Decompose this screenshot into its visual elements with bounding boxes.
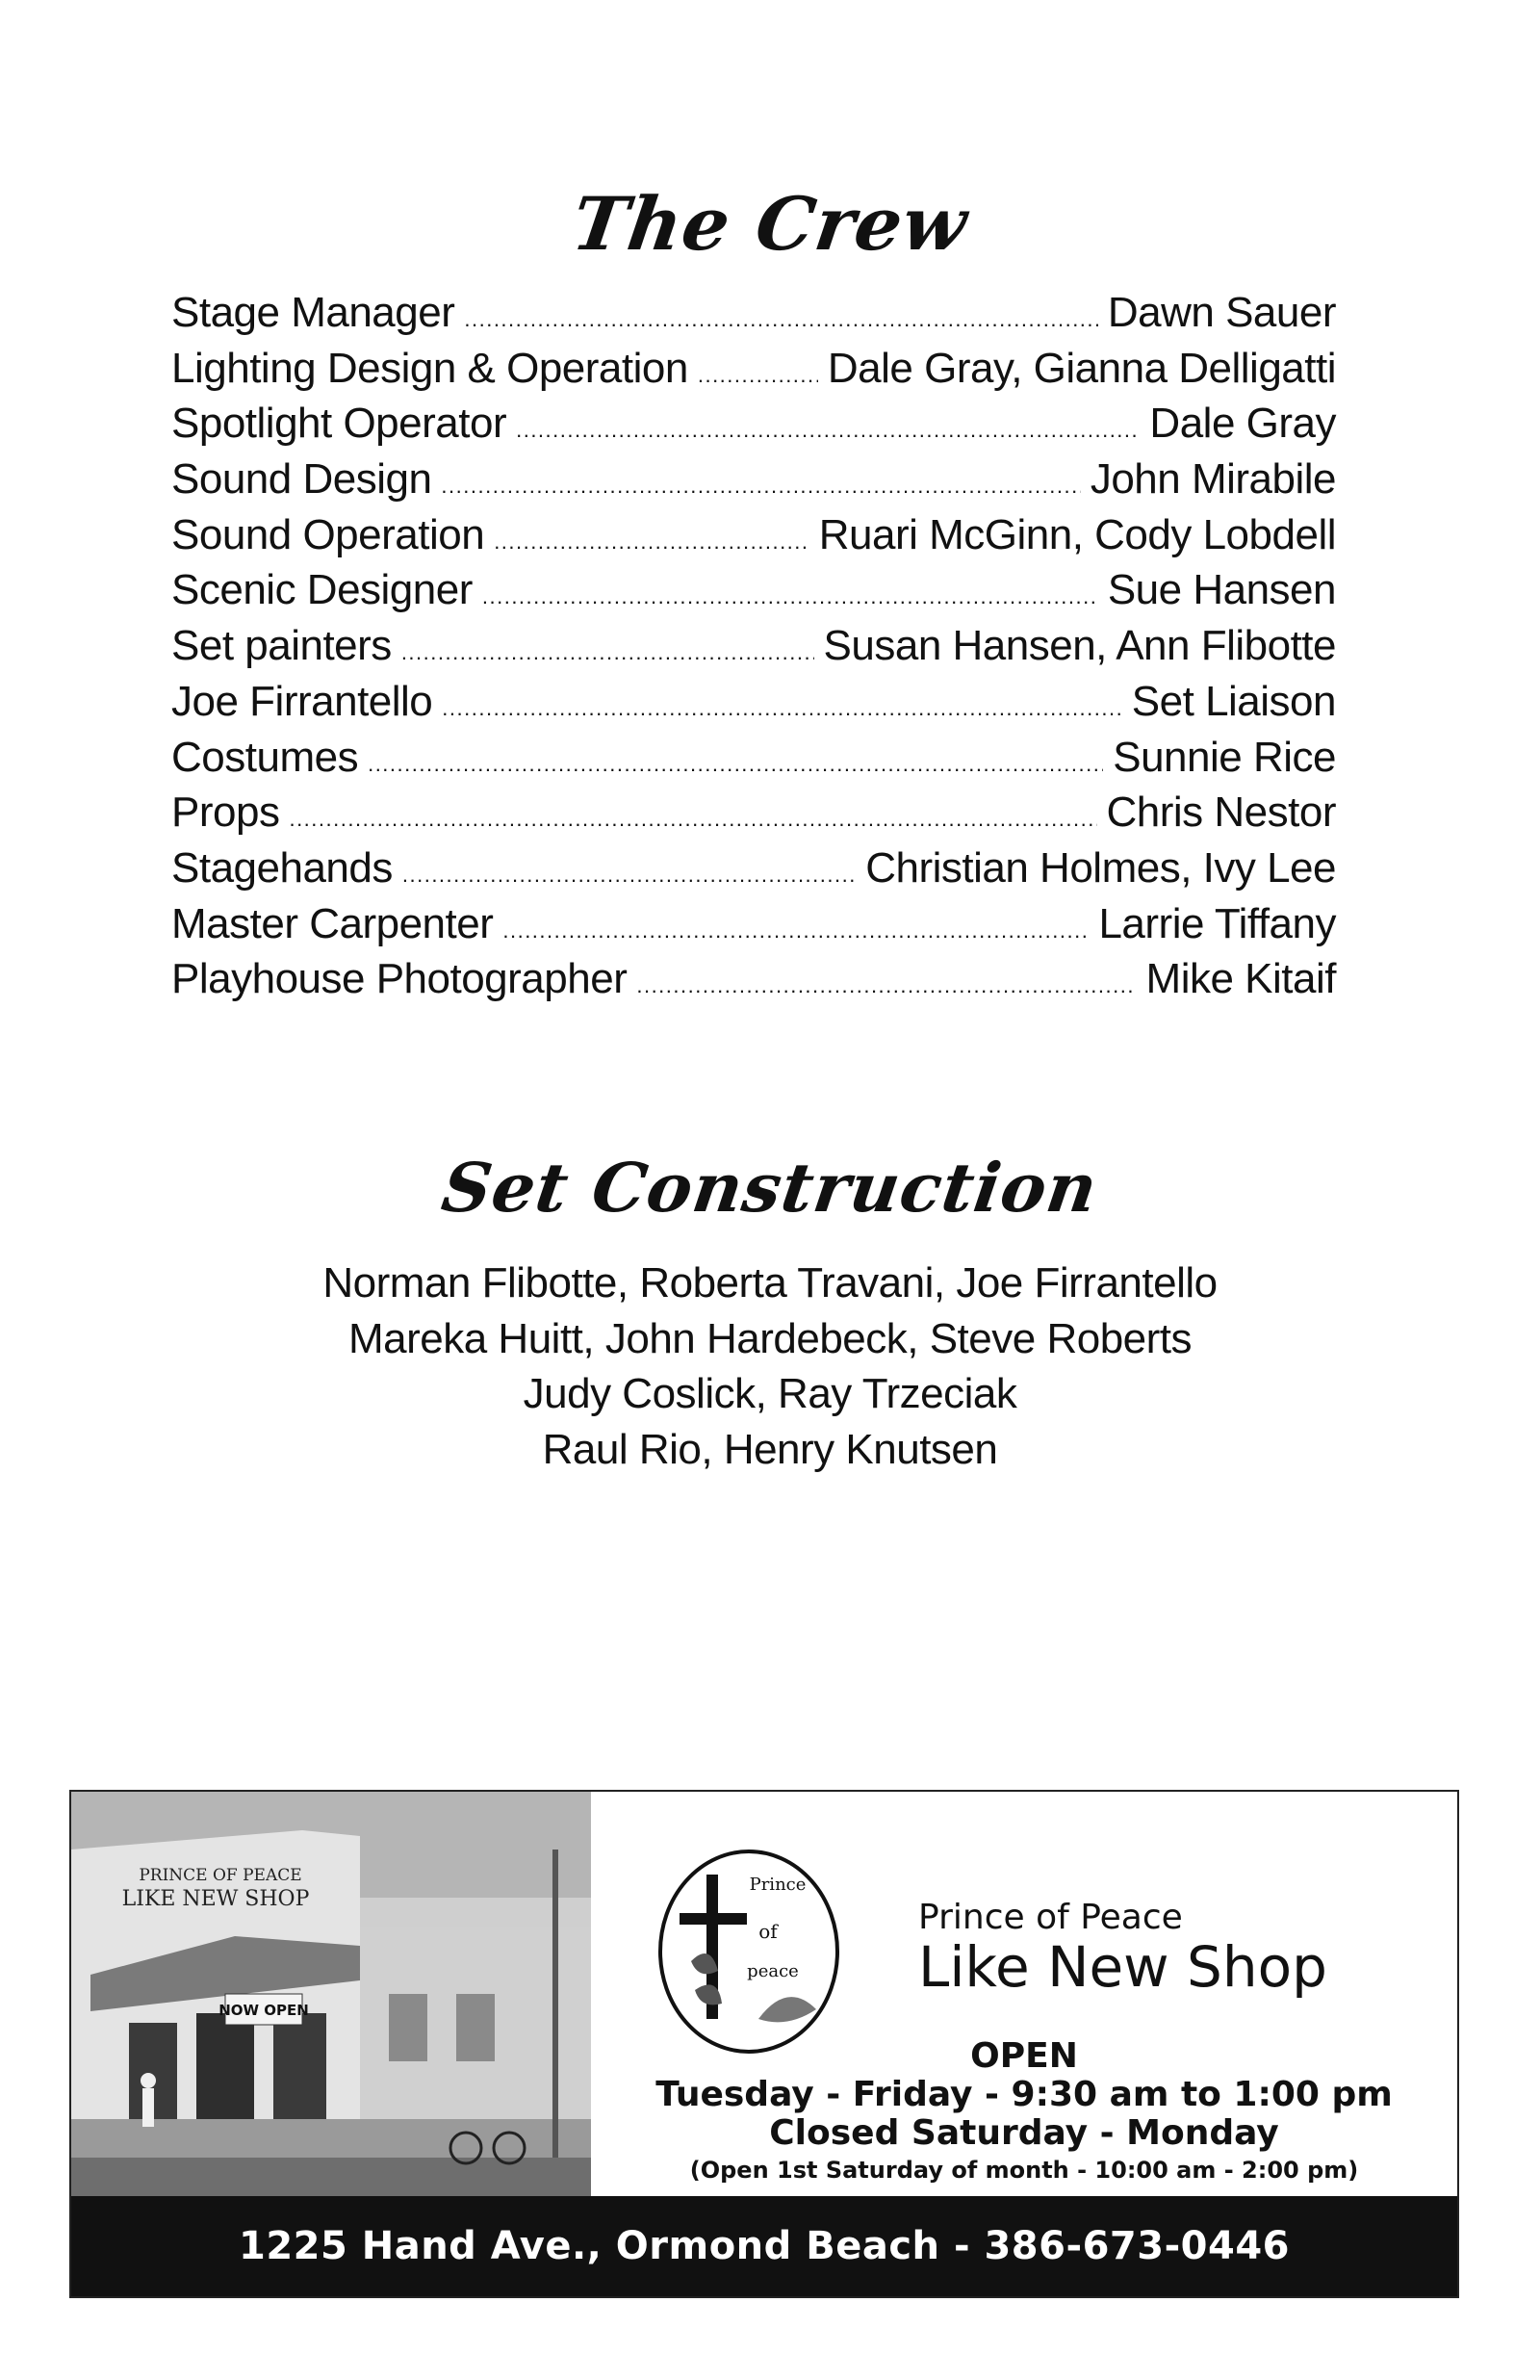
- set-construction-list: [0, 1255, 1540, 1478]
- crew-name: Sue Hansen: [1107, 566, 1336, 614]
- crew-row: [171, 562, 1336, 618]
- dot-leader: [402, 847, 856, 903]
- crew-row: [171, 396, 1336, 452]
- ad-address-bar: 1225 Hand Ave., Ormond Beach - 386-673-0446: [71, 2196, 1457, 2296]
- crew-row: [171, 785, 1336, 841]
- crew-row: [171, 896, 1336, 952]
- crew-role: Sound Design: [171, 455, 432, 504]
- logo-word-2: of: [758, 1920, 778, 1943]
- dot-leader: [494, 514, 809, 570]
- set-construction-line: Raul Rio, Henry Knutsen: [542, 1426, 998, 1474]
- crew-name: Larrie Tiffany: [1098, 899, 1336, 947]
- crew-name: Mike Kitaif: [1145, 955, 1336, 1003]
- set-construction-heading: Set Construction: [437, 1148, 1103, 1228]
- photo-sign-line2: LIKE NEW SHOP: [121, 1887, 310, 1911]
- ad-hours: Tuesday - Friday - 9:30 am to 1:00 pm: [655, 2075, 1393, 2114]
- crew-role: Lighting Design & Operation: [171, 344, 688, 392]
- crew-name: Sunnie Rice: [1113, 733, 1336, 781]
- crew-role: Joe Firrantello: [171, 677, 433, 725]
- dot-leader: [464, 292, 1097, 348]
- crew-name: Ruari McGinn, Cody Lobdell: [818, 510, 1336, 558]
- ad-subtitle: Prince of Peace: [918, 1898, 1183, 1937]
- crew-row: [171, 285, 1336, 341]
- dot-leader: [502, 903, 1089, 959]
- crew-row: [171, 841, 1336, 896]
- crew-row: [171, 618, 1336, 674]
- dot-leader: [636, 958, 1136, 1014]
- crew-role: Sound Operation: [171, 510, 485, 558]
- crew-name: John Mirabile: [1090, 455, 1336, 504]
- dot-leader: [516, 402, 1140, 458]
- crew-role: Scenic Designer: [171, 566, 473, 614]
- crew-heading: The Crew: [567, 181, 973, 267]
- dot-leader: [401, 625, 814, 681]
- crew-role: Master Carpenter: [171, 899, 494, 947]
- crew-row: [171, 507, 1336, 563]
- ad-title: Like New Shop: [918, 1934, 1327, 2000]
- crew-row: [171, 951, 1336, 1007]
- dot-leader: [698, 348, 818, 403]
- crew-name: Christian Holmes, Ivy Lee: [865, 843, 1336, 892]
- dot-leader: [441, 458, 1080, 514]
- set-construction-line: Norman Flibotte, Roberta Travani, Joe Firrantello: [322, 1259, 1218, 1306]
- crew-row: [171, 674, 1336, 730]
- crew-role: Stagehands: [171, 843, 393, 892]
- shop-advertisement: [69, 1790, 1459, 2298]
- crew-role: Playhouse Photographer: [171, 955, 628, 1003]
- logo-word-1: Prince: [749, 1875, 807, 1895]
- crew-row: [171, 341, 1336, 397]
- photo-sign-line1: PRINCE OF PEACE: [139, 1866, 302, 1885]
- crew-list: [171, 285, 1336, 1007]
- crew-role: Costumes: [171, 733, 359, 781]
- crew-name: Susan Hansen, Ann Flibotte: [823, 622, 1336, 670]
- crew-role: Stage Manager: [171, 289, 455, 336]
- crew-name: Chris Nestor: [1106, 789, 1336, 837]
- crew-name: Dale Gray: [1149, 400, 1336, 448]
- crew-name: Dale Gray, Gianna Delligatti: [827, 344, 1336, 392]
- set-construction-line: Judy Coslick, Ray Trzeciak: [523, 1370, 1017, 1418]
- set-construction-line: Mareka Huitt, John Hardebeck, Steve Roberts: [347, 1314, 1193, 1362]
- crew-name: Dawn Sauer: [1107, 289, 1336, 336]
- crew-row: [171, 452, 1336, 507]
- crew-role: Props: [171, 789, 280, 837]
- crew-name: Set Liaison: [1131, 677, 1336, 725]
- church-logo-icon: [653, 1846, 845, 2057]
- ad-saturday-note: (Open 1st Saturday of month - 10:00 am - 2:00 pm): [689, 2157, 1359, 2184]
- dot-leader: [442, 681, 1122, 737]
- photo-banner-text: NOW OPEN: [218, 2002, 309, 2019]
- shop-storefront-photo: [71, 1792, 591, 2196]
- storefront-illustration: [71, 1792, 591, 2196]
- crew-row: [171, 730, 1336, 786]
- dot-leader: [482, 569, 1098, 625]
- ad-closed-days: Closed Saturday - Monday: [769, 2113, 1279, 2153]
- ad-open-label: OPEN: [970, 2036, 1078, 2076]
- logo-word-3: peace: [747, 1961, 799, 1981]
- dot-leader: [289, 791, 1096, 847]
- dot-leader: [368, 737, 1103, 792]
- crew-role: Set painters: [171, 622, 392, 670]
- crew-role: Spotlight Operator: [171, 400, 507, 448]
